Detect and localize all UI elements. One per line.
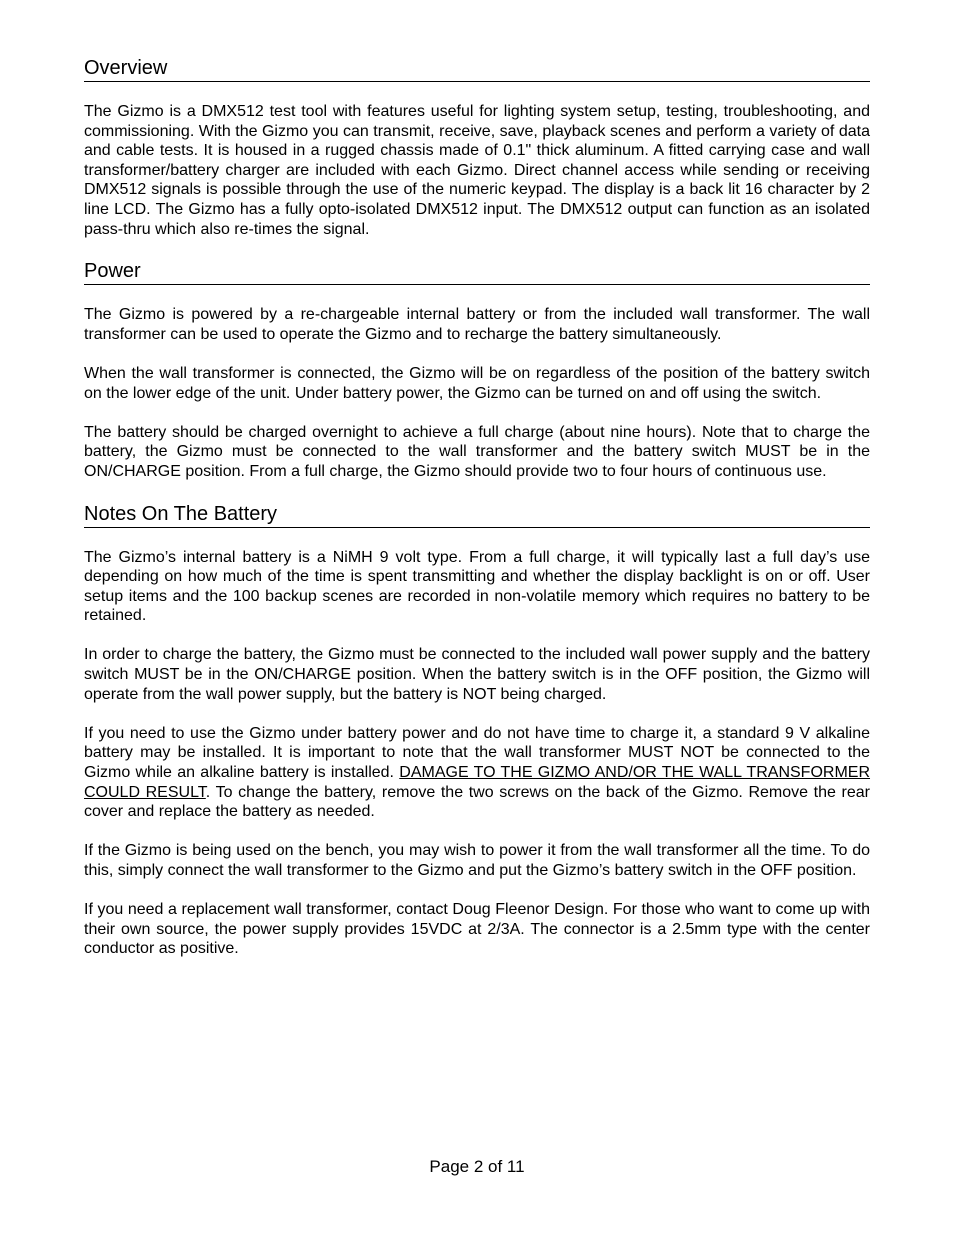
battery-paragraph-2: In order to charge the battery, the Gizmo must be connected to the included wall power supply and the battery switch MUST be in the ON/CHARGE position. When the battery switch is in the OFF position, the Gizmo will operate from the wall power supply, but the battery is NOT being charged.	[84, 646, 870, 703]
battery-paragraph-4: If the Gizmo is being used on the bench, you may wish to power it from the wall transformer all the time. To do this, simply connect the wall transformer to the Gizmo and put the Gizmo’s battery switch in the OFF position.	[84, 842, 870, 879]
battery-paragraph-1: The Gizmo’s internal battery is a NiMH 9 volt type. From a full charge, it will typically last a full day’s use depending on how much of the time is spent transmitting and whether the display backlight is on or off. User setup items and the 100 backup scenes are recorded in non-volatile memory which requires no battery to be retained.	[84, 548, 870, 625]
document-page	[84, 56, 870, 959]
power-paragraph-2: When the wall transformer is connected, the Gizmo will be on regardless of the position of the battery switch on the lower edge of the unit. Under battery power, the Gizmo can be turned on and off using the switch.	[84, 364, 870, 402]
overview-heading: Overview	[84, 56, 870, 82]
battery-paragraph-3-start: If you need to use the Gizmo under battery power and do not have time to charge it, a standard 9 V alkaline battery may be installed. It is important to note that the wall transformer MUST NOT be connected to the Gizmo while an alkaline battery is installed.	[84, 724, 870, 782]
battery-paragraph-5: If you need a replacement wall transformer, contact Doug Fleenor Design. For those who want to come up with their own source, the power supply provides 15VDC at 2/3A. The connector is a 2.5mm type with the center conductor as positive.	[84, 901, 870, 958]
page-number: Page 2 of 11	[429, 1157, 525, 1176]
power-heading: Power	[84, 259, 870, 285]
damage-warning: DAMAGE TO THE GIZMO AND/OR THE WALL TRANSFORMER COULD RESULT	[84, 764, 871, 801]
power-paragraph-3: The battery should be charged overnight to achieve a full charge (about nine hours). Note that to charge the battery, the Gizmo must be connected to the wall transformer and the battery switch MUST be in the ON/CHARGE position. From a full charge, the Gizmo should provide two to four hours of continuous use.	[84, 423, 870, 480]
battery-paragraph-3	[84, 724, 870, 822]
power-paragraph-1: The Gizmo is powered by a re-chargeable internal battery or from the included wall transformer. The wall transformer can be used to operate the Gizmo and to recharge the battery simultaneously.	[84, 306, 870, 343]
battery-notes-heading: Notes On The Battery	[84, 502, 870, 528]
battery-paragraph-3-end: . To change the battery, remove the two screws on the back of the Gizmo. Remove the rear cover and replace the battery as needed.	[84, 783, 870, 821]
overview-paragraph: The Gizmo is a DMX512 test tool with features useful for lighting system setup, testing, troubleshooting, and commissioning. With the Gizmo you can transmit, receive, save, playback scenes and perform a variety of data and cable tests. It is housed in a rugged chassis made of 0.1" thick aluminum. A fitted carrying case and wall transformer/battery charger are included with each Gizmo. Direct channel access while sending or receiving DMX512 signals is possible through the use of the numeric keypad. The display is a back lit 16 character by 2 line LCD. The Gizmo has a fully opto-isolated DMX512 input. The DMX512 output can function as an isolated pass-thru which also re-times the signal.	[84, 103, 870, 238]
